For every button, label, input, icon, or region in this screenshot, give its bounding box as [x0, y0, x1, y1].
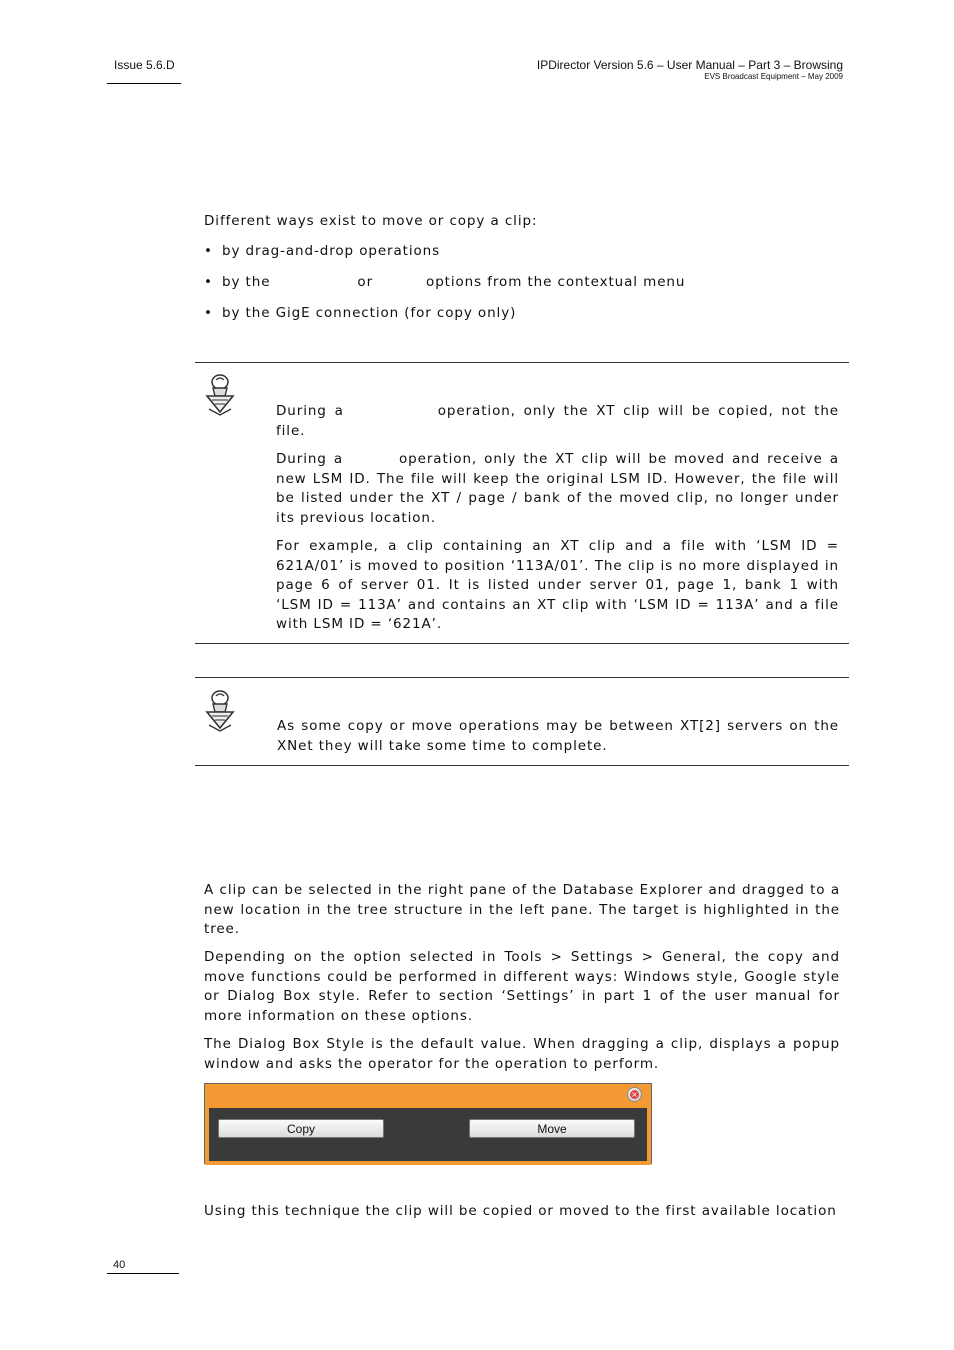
note-bottom-rule: [195, 765, 849, 766]
section-paragraph: Depending on the option selected in Tools > Settings > General, the copy and move functions could be performed in different ways: Windows style, Google style or Dialog Box style. Refer to section ‘Settings’ in part 1 of the user manual for more information on these options.: [204, 949, 840, 1024]
note-paragraph: As some copy or move operations may be between XT[2] servers on the XNet they will take some time to complete.: [277, 718, 839, 754]
section-paragraph: The Dialog Box Style is the default value. When dragging a clip, displays a popup window and asks the operator for the operation to perform.: [204, 1036, 840, 1072]
intro-lead: Different ways exist to move or copy a clip:: [204, 213, 538, 229]
dialog-body: [205, 1108, 651, 1165]
section-paragraph: A clip can be selected in the right pane of the Database Explorer and dragged to a new location in the tree structure in the left pane. The target is highlighted in the tree.: [204, 882, 840, 937]
close-icon[interactable]: ×: [627, 1087, 642, 1102]
bullet-item: • by the or options from the contextual menu: [204, 274, 686, 290]
section-paragraph: Using this technique the clip will be copied or moved to the first available location: [204, 1203, 837, 1219]
note-icon: [203, 374, 237, 416]
page-number: 40: [113, 1259, 126, 1271]
move-button[interactable]: Move: [469, 1119, 635, 1138]
note-top-rule: [195, 677, 849, 678]
dialog-title-bar: [205, 1084, 651, 1108]
issue-label: Issue 5.6.D: [114, 58, 175, 72]
bullet-icon: •: [204, 274, 213, 290]
document-subtitle: EVS Broadcast Equipment – May 2009: [704, 72, 843, 81]
note-paragraph: For example, a clip containing an XT clip and a file with ‘LSM ID = 621A/01’ is moved to position ‘113A/01’. The clip is no more displayed in page 6 of server 01. It is listed under server 01, page 1, bank 1 with ‘LSM ID = 113A’ and contains an XT clip with ‘LSM ID = 113A’ and a file with LSM ID = ‘621A’.: [276, 538, 839, 632]
bullet-item: • by drag-and-drop operations: [204, 243, 441, 259]
note-paragraph: During a operation, only the XT clip will be copied, not the file.: [276, 403, 839, 439]
footer-rule: [107, 1273, 179, 1274]
note-paragraph: During a operation, only the XT clip will be moved and receive a new LSM ID. The file will keep the original LSM ID. However, the file will be listed under the XT / page / bank of the moved clip, no longer under its previous location.: [276, 451, 839, 526]
note-icon: [203, 690, 237, 732]
copy-move-dialog: [204, 1083, 652, 1164]
bullet-icon: •: [204, 243, 213, 259]
header-left-rule: [107, 83, 181, 84]
bullet-item: • by the GigE connection (for copy only): [204, 305, 517, 321]
document-title: IPDirector Version 5.6 – User Manual – Part 3 – Browsing: [536, 58, 843, 72]
copy-button[interactable]: Copy: [218, 1119, 384, 1138]
bullet-icon: •: [204, 305, 213, 321]
note-bottom-rule: [195, 643, 849, 644]
note-top-rule: [195, 362, 849, 363]
running-header: [537, 58, 843, 82]
